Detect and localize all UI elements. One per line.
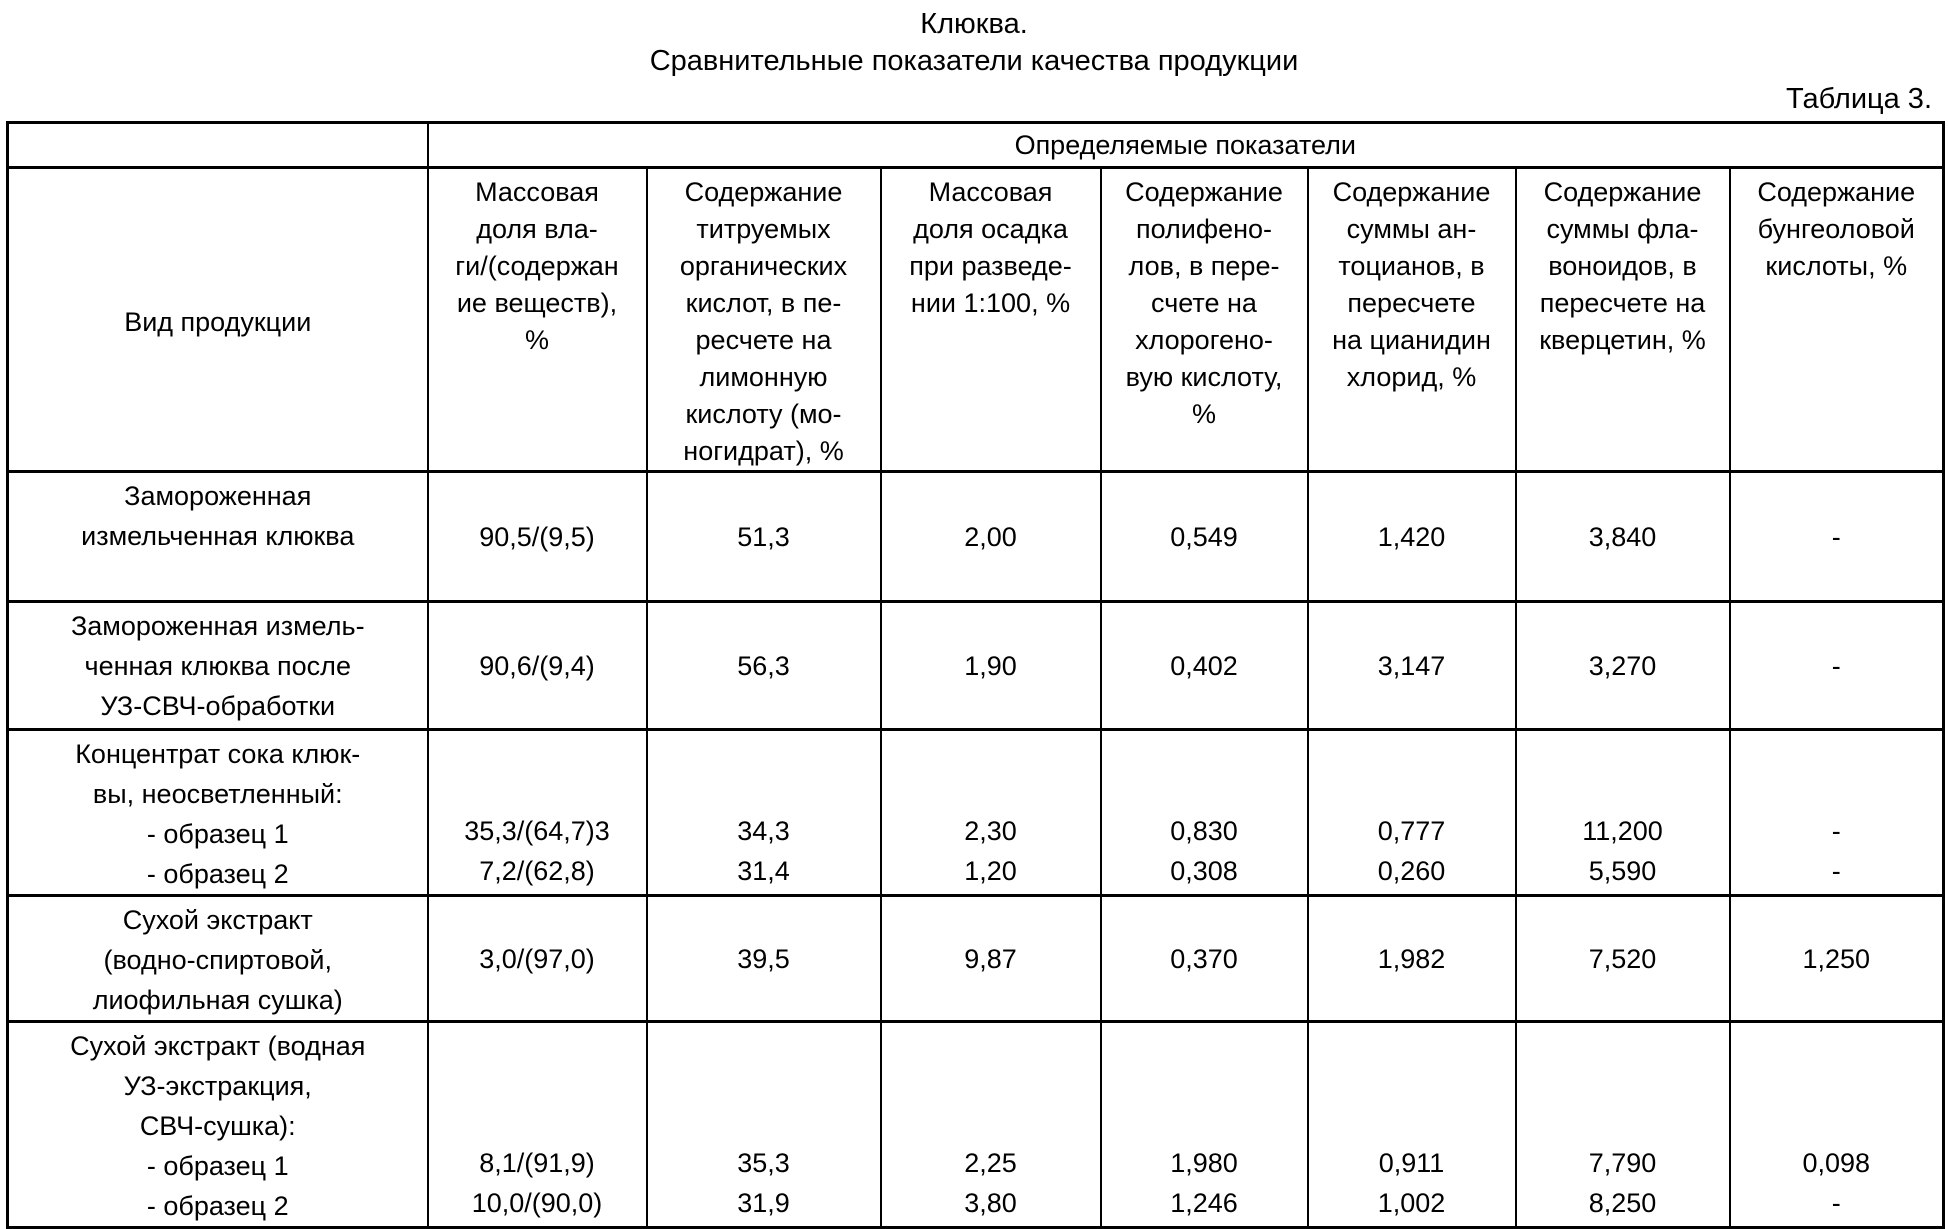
col-header-moisture: Массовая доля вла- ги/(содержан ие веществ), % (428, 168, 647, 472)
table-caption: Таблица 3. (1786, 83, 1932, 115)
value-cell: 3,0/(97,0) (428, 896, 647, 1022)
page-subtitle: Сравнительные показатели качества продукции (649, 45, 1299, 77)
page-title: Клюква. (920, 8, 1028, 40)
product-name-cell: Сухой экстракт (водно-спиртовой, лиофильная сушка) (8, 896, 428, 1022)
col-header-titratable-acids: Содержание титруемых органических кислот, в пе- ресчете на лимонную кислоту (мо- ногидрат), % (647, 168, 881, 472)
table-row-juice-concentrate (8, 730, 1944, 896)
table-row-dry-extract-alcohol (8, 896, 1944, 1022)
value-cell: 8,1/(91,9) 10,0/(90,0) (428, 1022, 647, 1228)
value-cell: - - (1730, 730, 1944, 896)
value-cell: 2,25 3,80 (881, 1022, 1101, 1228)
value-cell: 34,3 31,4 (647, 730, 881, 896)
value-cell: 51,3 (647, 472, 881, 602)
value-cell: 56,3 (647, 602, 881, 730)
value-cell: 0,370 (1101, 896, 1308, 1022)
col-header-flavonoids: Содержание суммы фла- воноидов, в пересчете на кверцетин, % (1516, 168, 1730, 472)
value-cell: - (1730, 472, 1944, 602)
value-cell: 0,098 - (1730, 1022, 1944, 1228)
value-cell: 7,790 8,250 (1516, 1022, 1730, 1228)
value-cell: 90,5/(9,5) (428, 472, 647, 602)
product-name-cell: Замороженная измельченная клюква (8, 472, 428, 602)
col-header-polyphenols: Содержание полифено- лов, в пере- счете на хлорогено- вую кислоту, % (1101, 168, 1308, 472)
group-header-row (8, 123, 1944, 168)
value-cell: 35,3/(64,7)3 7,2/(62,8) (428, 730, 647, 896)
col-header-sediment: Массовая доля осадка при разведе- нии 1:100, % (881, 168, 1101, 472)
table-row-frozen-cranberry (8, 472, 1944, 602)
product-name-cell: Сухой экстракт (водная УЗ-экстракция, СВЧ-сушка): - образец 1 - образец 2 (8, 1022, 428, 1228)
value-cell: 39,5 (647, 896, 881, 1022)
product-name-cell: Концентрат сока клюк- вы, неосветленный: - образец 1 - образец 2 (8, 730, 428, 896)
value-cell: - (1730, 602, 1944, 730)
value-cell: 35,3 31,9 (647, 1022, 881, 1228)
value-cell: 1,980 1,246 (1101, 1022, 1308, 1228)
value-cell: 0,830 0,308 (1101, 730, 1308, 896)
value-cell: 3,147 (1308, 602, 1516, 730)
value-cell: 0,777 0,260 (1308, 730, 1516, 896)
value-cell: 2,00 (881, 472, 1101, 602)
table-row-frozen-uz-svch (8, 602, 1944, 730)
value-cell: 7,520 (1516, 896, 1730, 1022)
value-cell: 0,911 1,002 (1308, 1022, 1516, 1228)
quality-indicators-table (6, 121, 1945, 1229)
col-header-anthocyanins: Содержание суммы ан- тоцианов, в пересчете на цианидин хлорид, % (1308, 168, 1516, 472)
value-cell: 1,982 (1308, 896, 1516, 1022)
value-cell: 0,549 (1101, 472, 1308, 602)
value-cell: 3,840 (1516, 472, 1730, 602)
document-title-block (0, 0, 1948, 80)
value-cell: 9,87 (881, 896, 1101, 1022)
table-row-dry-extract-water (8, 1022, 1944, 1228)
value-cell: 2,30 1,20 (881, 730, 1101, 896)
corner-cell (8, 123, 428, 168)
value-cell: 11,200 5,590 (1516, 730, 1730, 896)
value-cell: 3,270 (1516, 602, 1730, 730)
value-cell: 1,420 (1308, 472, 1516, 602)
column-header-row (8, 168, 1944, 472)
value-cell: 90,6/(9,4) (428, 602, 647, 730)
product-col-header: Вид продукции (8, 168, 428, 472)
col-header-bungeolic-acid: Содержание бунгеоловой кислоты, % (1730, 168, 1944, 472)
product-name-cell: Замороженная измель- ченная клюква после УЗ-СВЧ-обработки (8, 602, 428, 730)
group-header-cell: Определяемые показатели (428, 123, 1944, 168)
value-cell: 1,250 (1730, 896, 1944, 1022)
value-cell: 1,90 (881, 602, 1101, 730)
value-cell: 0,402 (1101, 602, 1308, 730)
